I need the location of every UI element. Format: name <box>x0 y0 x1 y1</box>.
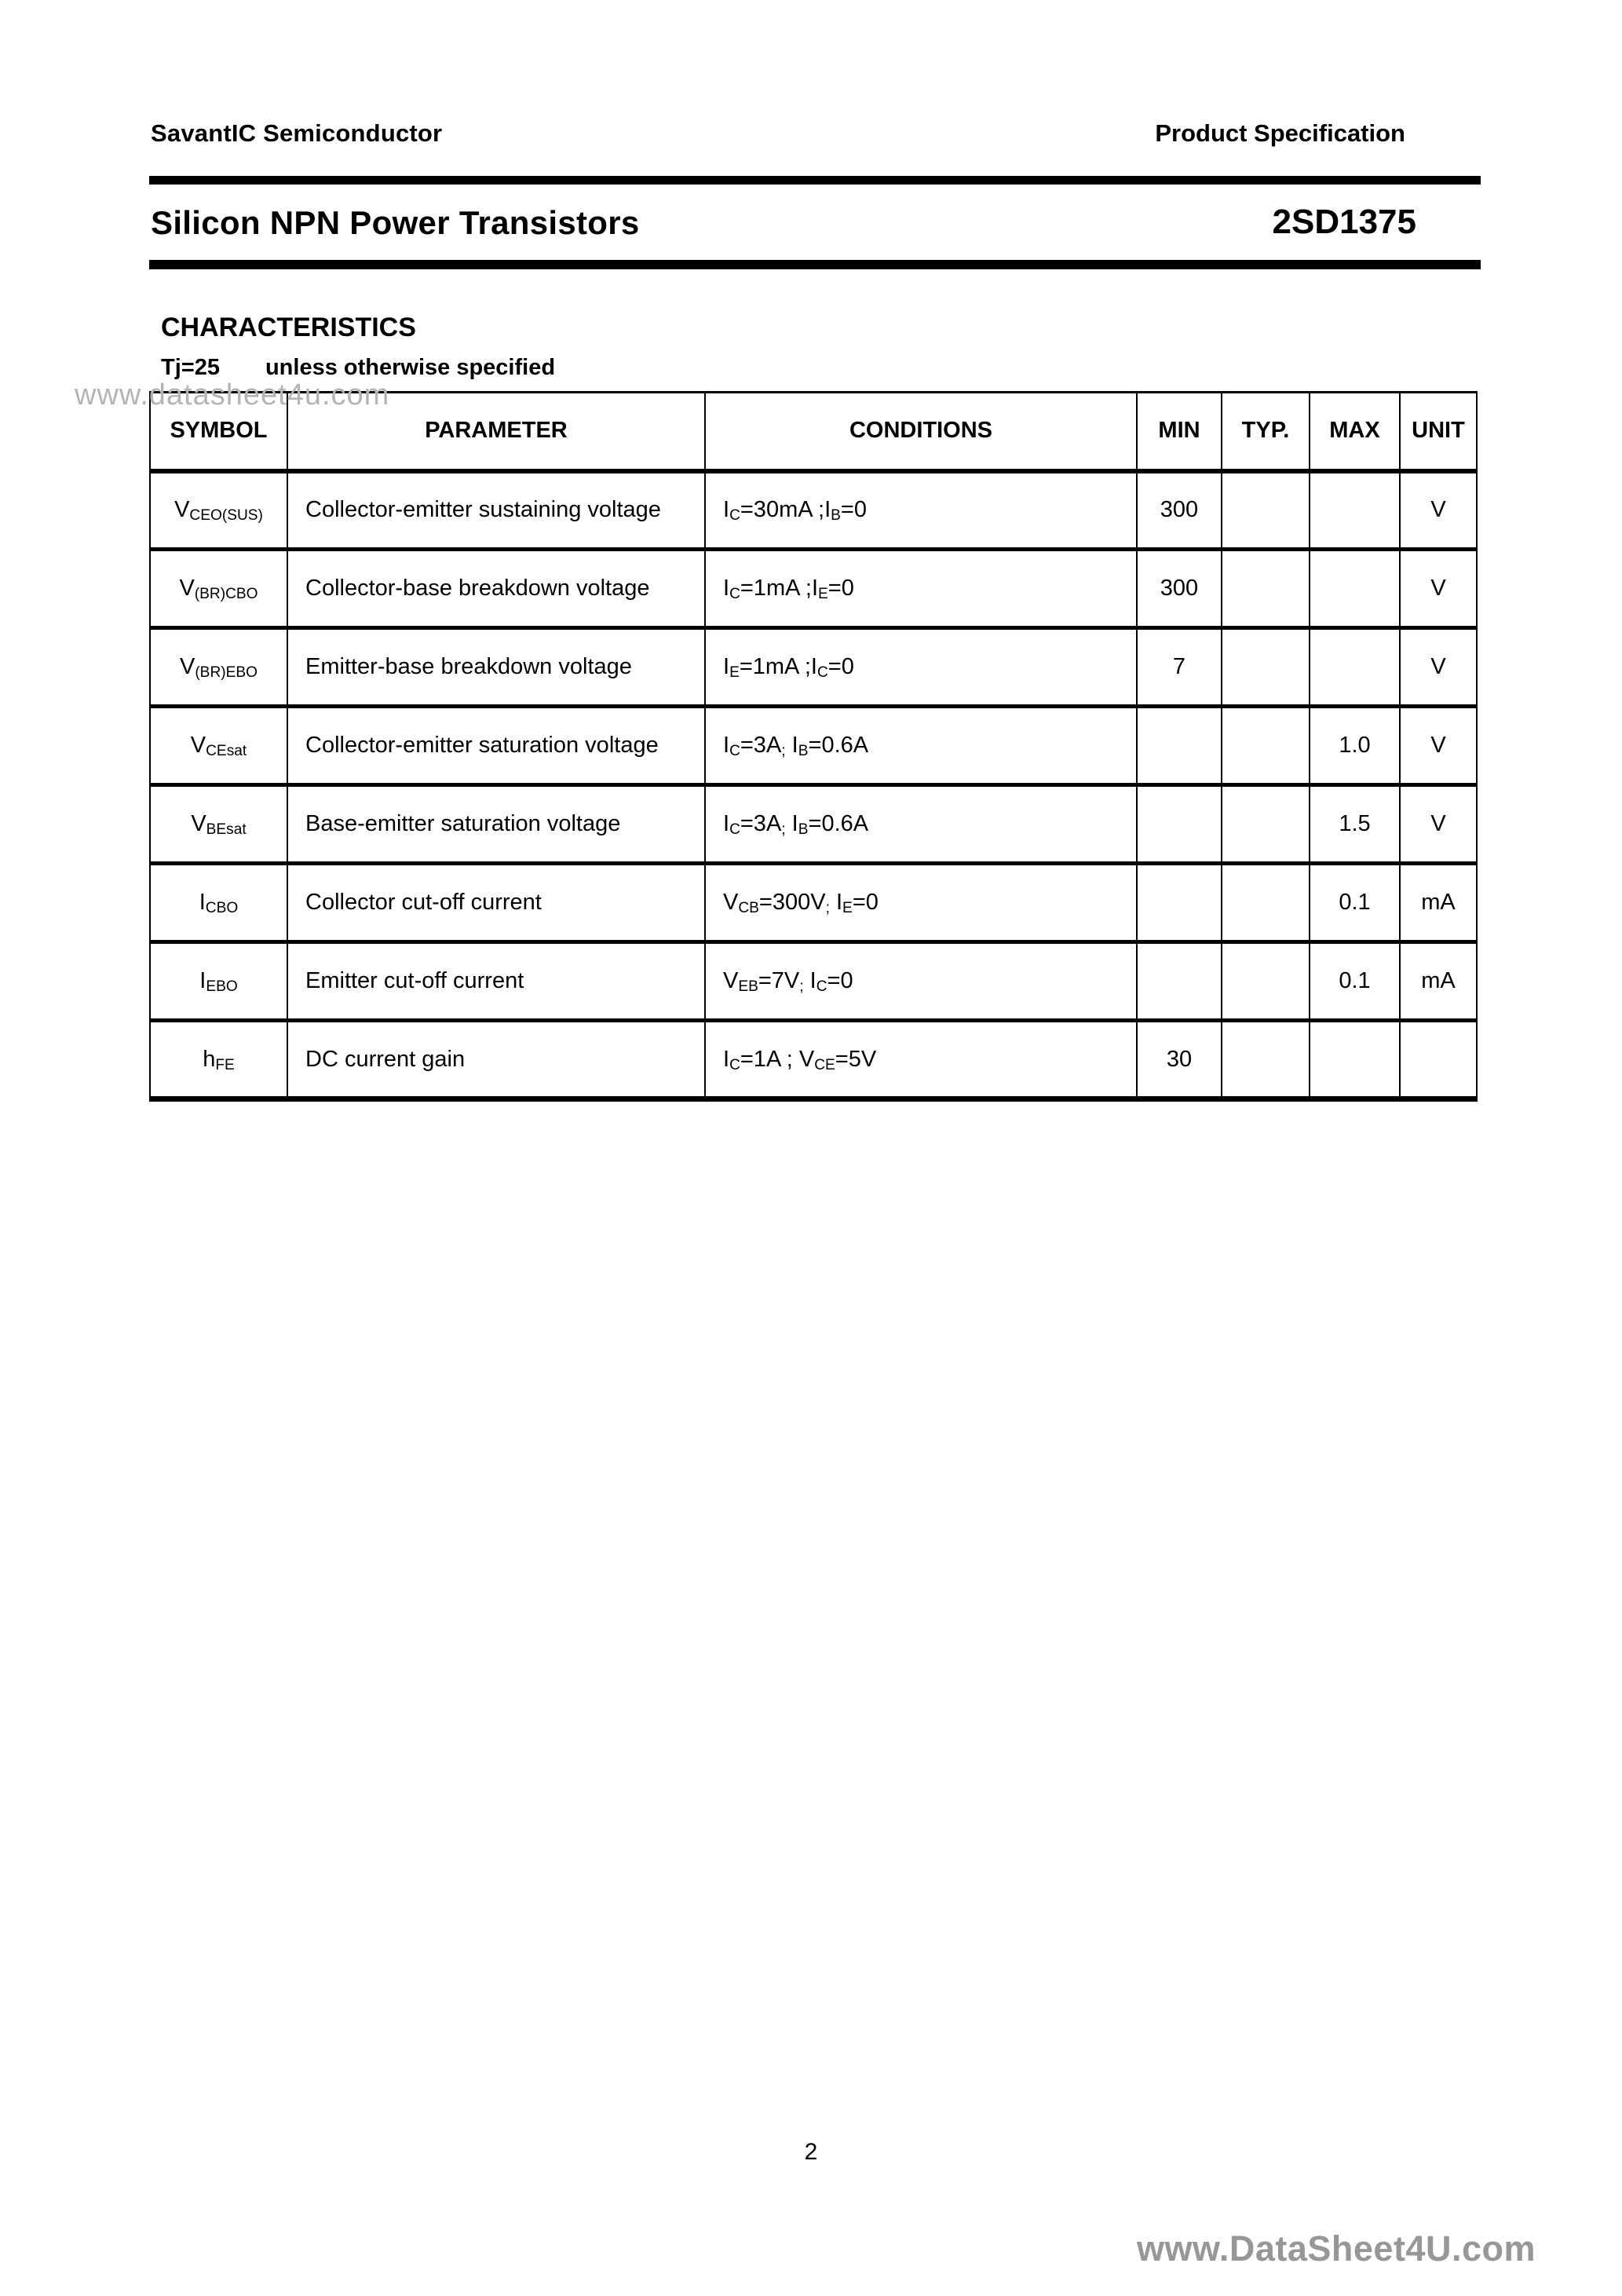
table-row <box>150 1021 1477 1099</box>
header-rule-top <box>149 176 1481 185</box>
cell-symbol: $I_{CBO}$ <box>150 864 287 942</box>
cell-symbol: $V_{BEsat}$ <box>150 785 287 864</box>
cell-symbol: $V_{(BR)CBO}$ <box>150 550 287 628</box>
condition-note-rest: unless otherwise specified <box>265 355 556 380</box>
cell-conditions: $I_E=1mA$ $;I_C=0$ <box>705 628 1137 707</box>
section-heading: CHARACTERISTICS <box>161 313 416 342</box>
cell-unit: V <box>1400 550 1477 628</box>
table-row <box>150 628 1477 707</box>
document-type: Product Specification <box>1155 119 1405 147</box>
cell-parameter: Base-emitter saturation voltage <box>287 785 705 864</box>
cell-conditions: $I_C=1A$ ; $V_{CE}=5V$ <box>705 1021 1137 1099</box>
cell-max <box>1310 471 1400 550</box>
cell-symbol: $V_{(BR)EBO}$ <box>150 628 287 707</box>
watermark-top-left: www.datasheet4u.com <box>75 378 390 411</box>
cell-symbol: $V_{CEO(SUS)}$ <box>150 471 287 550</box>
company-name: SavantIC Semiconductor <box>151 119 443 147</box>
table-row <box>150 707 1477 785</box>
cell-min: 300 <box>1137 550 1222 628</box>
cell-min <box>1137 864 1222 942</box>
cell-typ <box>1222 864 1310 942</box>
cell-max: 1.5 <box>1310 785 1400 864</box>
table-body <box>150 471 1477 1099</box>
condition-note <box>161 355 555 381</box>
column-header-min: MIN <box>1137 393 1222 471</box>
cell-parameter: Emitter-base breakdown voltage <box>287 628 705 707</box>
part-number: 2SD1375 <box>1272 203 1416 241</box>
column-header-symbol: SYMBOL <box>150 393 287 471</box>
cell-parameter: DC current gain <box>287 1021 705 1099</box>
column-header-parameter: PARAMETER <box>287 393 705 471</box>
cell-typ <box>1222 471 1310 550</box>
cell-max <box>1310 550 1400 628</box>
cell-min <box>1137 785 1222 864</box>
characteristics-table <box>149 391 1478 1102</box>
table-row <box>150 864 1477 942</box>
cell-max <box>1310 628 1400 707</box>
cell-symbol: $I_{EBO}$ <box>150 942 287 1021</box>
cell-typ <box>1222 550 1310 628</box>
cell-conditions: $V_{EB}=7V_;$ $I_C=0$ <box>705 942 1137 1021</box>
cell-max <box>1310 1021 1400 1099</box>
cell-conditions: $I_C=30mA$ $;I_B=0$ <box>705 471 1137 550</box>
cell-parameter: Emitter cut-off current <box>287 942 705 1021</box>
cell-unit: mA <box>1400 864 1477 942</box>
cell-max: 0.1 <box>1310 864 1400 942</box>
table-row <box>150 942 1477 1021</box>
cell-min: 30 <box>1137 1021 1222 1099</box>
column-header-conditions: CONDITIONS <box>705 393 1137 471</box>
page-number: 2 <box>804 2139 818 2165</box>
cell-parameter: Collector cut-off current <box>287 864 705 942</box>
table-row <box>150 785 1477 864</box>
column-header-typ: TYP. <box>1222 393 1310 471</box>
cell-conditions: $I_C=3A_;$ $I_B=0.6A$ <box>705 785 1137 864</box>
cell-unit: mA <box>1400 942 1477 1021</box>
table-row <box>150 471 1477 550</box>
cell-typ <box>1222 785 1310 864</box>
cell-unit: V <box>1400 785 1477 864</box>
column-header-unit: UNIT <box>1400 393 1477 471</box>
cell-max: 0.1 <box>1310 942 1400 1021</box>
column-header-max: MAX <box>1310 393 1400 471</box>
cell-parameter: Collector-base breakdown voltage <box>287 550 705 628</box>
cell-unit: V <box>1400 628 1477 707</box>
cell-unit: V <box>1400 471 1477 550</box>
cell-min: 7 <box>1137 628 1222 707</box>
cell-unit <box>1400 1021 1477 1099</box>
cell-typ <box>1222 628 1310 707</box>
cell-min <box>1137 942 1222 1021</box>
cell-typ <box>1222 1021 1310 1099</box>
cell-parameter: Collector-emitter saturation voltage <box>287 707 705 785</box>
condition-note-prefix: Tj=25 <box>161 355 220 380</box>
cell-parameter: Collector-emitter sustaining voltage <box>287 471 705 550</box>
cell-conditions: $I_C=3A_;$ $I_B=0.6A$ <box>705 707 1137 785</box>
cell-symbol: $V_{CEsat}$ <box>150 707 287 785</box>
cell-min: 300 <box>1137 471 1222 550</box>
cell-typ <box>1222 707 1310 785</box>
cell-unit: V <box>1400 707 1477 785</box>
cell-typ <box>1222 942 1310 1021</box>
cell-symbol: $h_{FE}$ <box>150 1021 287 1099</box>
cell-max: 1.0 <box>1310 707 1400 785</box>
table-row <box>150 550 1477 628</box>
cell-conditions: $I_C=1mA$ $;I_E=0$ <box>705 550 1137 628</box>
watermark-bottom-right: www.DataSheet4U.com <box>1137 2228 1536 2269</box>
page-title: Silicon NPN Power Transistors <box>151 204 640 241</box>
cell-min <box>1137 707 1222 785</box>
cell-conditions: $V_{CB}=300V_;$ $I_E=0$ <box>705 864 1137 942</box>
header-rule-bottom <box>149 260 1481 269</box>
